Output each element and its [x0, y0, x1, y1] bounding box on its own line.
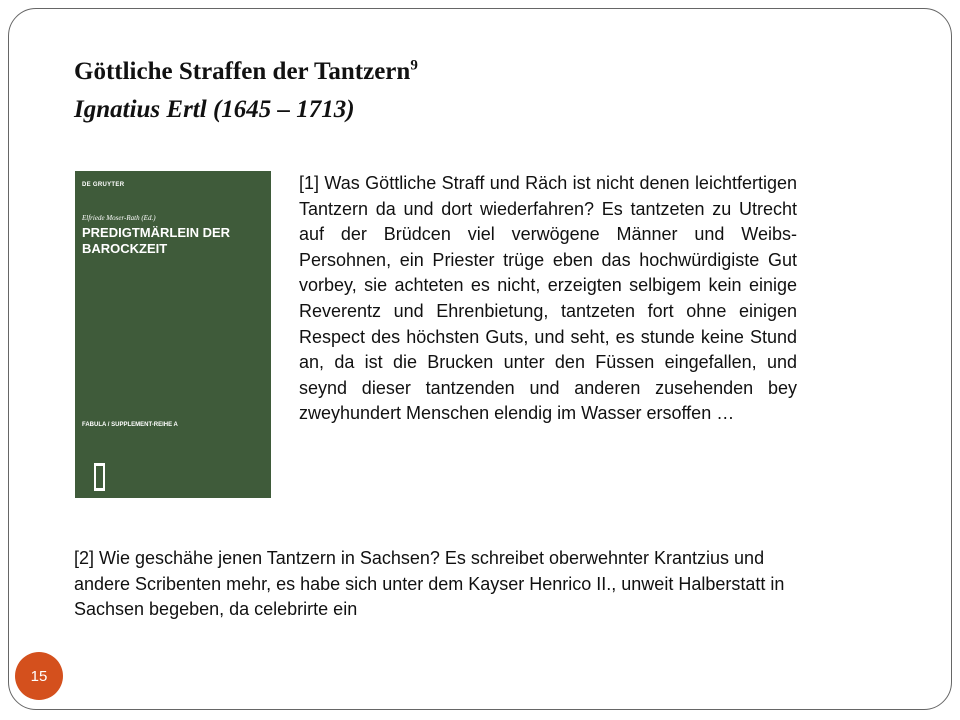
title-text: Göttliche Straffen der Tantzern — [74, 58, 411, 85]
publisher-logo-icon — [94, 463, 105, 491]
slide-subtitle: Ignatius Ertl (1645 – 1713) — [74, 96, 355, 123]
book-editor: Elfriede Moser-Rath (Ed.) — [82, 214, 156, 222]
book-publisher: DE GRUYTER — [82, 182, 125, 188]
paragraph-2: [2] Wie geschähe jenen Tantzern in Sachsen? Es schreibet oberwehnter Krantzius und andere Scribenten mehr, es habe sich unter dem Kayser Henrico II., unweit Halberstatt in Sachsen begeben, da celebrirte ein — [74, 548, 785, 620]
book-series: FABULA / SUPPLEMENT-REIHE A — [82, 422, 178, 428]
footnote-mark: 9 — [410, 57, 418, 74]
page-number-badge: 15 — [15, 652, 63, 700]
slide-title — [74, 58, 418, 86]
book-title: PREDIGTMÄRLEIN DER BAROCKZEIT — [82, 225, 231, 256]
paragraph-1: [1] Was Göttliche Straff und Räch ist nicht denen leichtfertigen Tantzern da und dort wiederfahren? Es tantzeten zu Utrecht auf der Brüdcen viel verwögene Männer und Weibs-Persohnen, ein Priester trüge eben das hochwürdigiste Gut vorbey, sie achteten es nicht, erzeigten selbigem kein einige Reverentz und Ehrenbietung, tantzeten fort ohne einigen Respect des höchsten Guts, und seht, es stunde keine Stund an, da ist die Brucken unter den Füssen eingefallen, und seynd dieser tantzenden und anderen zusehenden bey zweyhundert Menschen elendig im Wasser ersoffen … — [299, 173, 797, 424]
book-cover-image — [75, 171, 271, 498]
